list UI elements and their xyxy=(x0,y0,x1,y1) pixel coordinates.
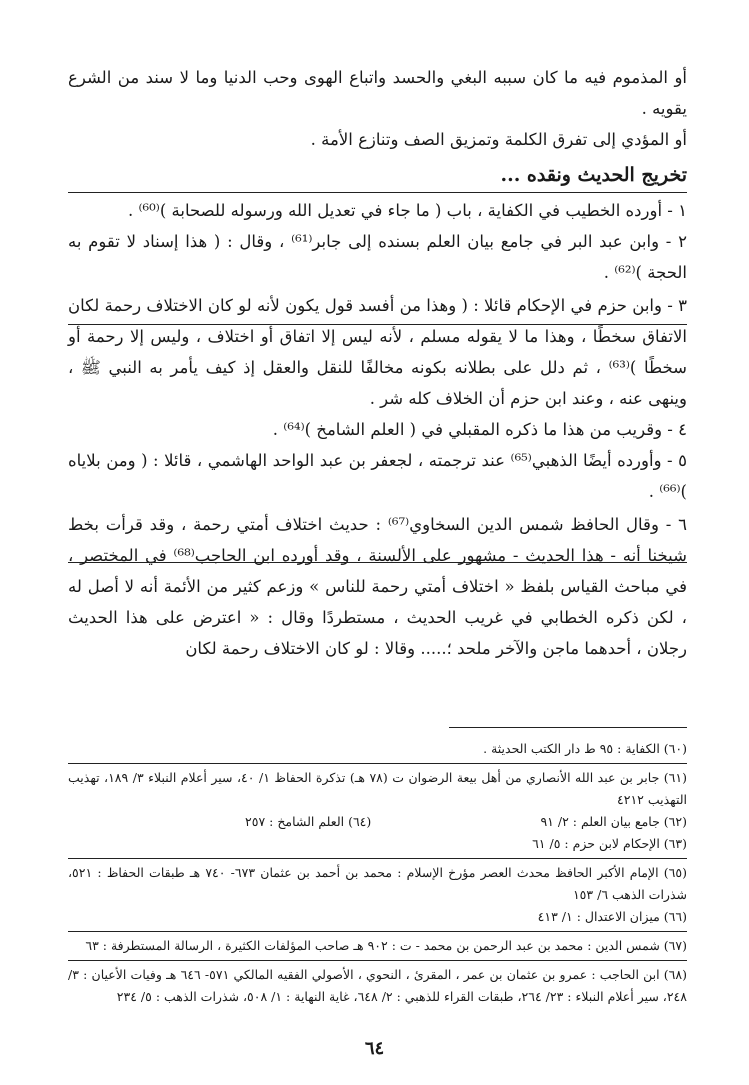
item-6: ٦ - وقال الحافظ شمس الدين السخاوي⁽⁶⁷⁾ : حديث اختلاف أمتي رحمة ، وقد قرأت بخط شيخنا أنه - هذا الحديث - مشهور على الألسنة ، وقد أورده ابن الحاجب⁽⁶⁸⁾ في المختصر ، في مباحث القياس بلفظ « اختلاف أمتي رحمة للناس » وزعم كثير من الأئمة أنه لا أصل له ، لكن ذكره الخطابي في غريب الحديث ، مستطردًا وقال : « اعترض على هذا الحديث رجلان ، أحدهما ماجن والآخر ملحد ؛..... وقالا : لو كان الاختلاف رحمة لكان xyxy=(68,515,687,658)
footnote-row xyxy=(68,811,687,833)
footnote-block xyxy=(68,935,687,961)
footnote-64: (٦٤) العلم الشامخ : ٢٥٧ xyxy=(245,814,372,829)
footnote-66: (٦٦) ميزان الاعتدال : ١/ ٤١٣ xyxy=(537,909,687,924)
footnote-62: (٦٢) جامع بيان العلم : ٢/ ٩١ xyxy=(540,814,687,829)
footnote-block xyxy=(68,964,687,1008)
item-2: ٢ - وابن عبد البر في جامع بيان العلم بسنده إلى جابر⁽⁶¹⁾ ، وقال : ( هذا إسناد لا تقوم به الحجة )⁽⁶²⁾ . xyxy=(68,232,687,282)
footnote-block xyxy=(68,862,687,932)
footnote-rule xyxy=(449,727,687,728)
item-5: ٥ - وأورده أيضًا الذهبي⁽⁶⁵⁾ عند ترجمته ، لجعفر بن عبد الواحد الهاشمي ، قائلا : ( ومن بلاياه )⁽⁶⁶⁾ . xyxy=(68,451,688,501)
footnote-63: (٦٣) الإحكام لابن حزم : ٥/ ٦١ xyxy=(532,836,687,851)
separator-line xyxy=(68,324,687,325)
section-heading: تخريج الحديث ونقده ... xyxy=(500,164,687,186)
item-4: ٤ - وقريب من هذا ما ذكره المقبلي في ( العلم الشامخ )⁽⁶⁴⁾ . xyxy=(272,420,687,439)
footnote-block xyxy=(68,767,687,859)
separator-line xyxy=(68,192,687,193)
footnote-67: (٦٧) شمس الدين : محمد بن عبد الرحمن بن محمد - ت : ٩٠٢ هـ صاحب المؤلفات الكثيرة ، الرسالة المستطرفة : ٦٣ xyxy=(85,938,687,953)
footnotes xyxy=(68,738,687,1008)
footnote-60: (٦٠) الكفاية : ٩٥ ط دار الكتب الحديثة . xyxy=(483,741,687,756)
separator-line xyxy=(68,562,687,563)
footnote-68: (٦٨) ابن الحاجب : عمرو بن عثمان بن عمر ، المقرئ ، النحوي ، الأصولي الفقيه المالكي ٥٧١- ٦٤٦ هـ وفيات الأعيان : ٣/ ٢٤٨، سير أعلام النبلاء : ٢٣/ ٢٦٤، طبقات القراء للذهبي : ٢/ ٦٤٨، غاية النهاية : ١/ ٥٠٨، شذرات الذهب : ٥/ ٢٣٤ xyxy=(68,967,687,1004)
item-3: ٣ - وابن حزم في الإحكام قائلا : ( وهذا من أفسد قول يكون لأنه لو كان الاختلاف رحمة لكان الاتفاق سخطًا ، وهذا ما لا يقوله مسلم ، لأنه ليس إلا اتفاق أو اختلاف ، وليس إلا رحمة أو سخطًا )⁽⁶³⁾ ، ثم دلل على بطلانه بكونه مخالفًا للنقل والعقل إذ كيف يأمر به النبي ﷺ ، وينهى عنه ، وعند ابن حزم أن الخلاف كله شر . xyxy=(68,296,687,408)
item-1: ١ - أورده الخطيب في الكفاية ، باب ( ما جاء في تعديل الله ورسوله للصحابة )⁽⁶⁰⁾ . xyxy=(127,201,687,220)
footnote-61: (٦١) جابر بن عبد الله الأنصاري من أهل بيعة الرضوان ت (٧٨ هـ) تذكرة الحفاظ ١/ ٤٠، سير أعلام النبلاء ٣/ ١٨٩، تهذيب التهذيب ٤٢١٢ xyxy=(68,770,687,807)
page-number: ٦٤ xyxy=(364,1038,385,1059)
footnote-65: (٦٥) الإمام الأكبر الحافظ محدث العصر مؤرخ الإسلام : محمد بن أحمد بن عثمان ٦٧٣- ٧٤٠ هـ طبقات الحفاظ : ٥٢١، شذرات الذهب ٦/ ١٥٣ xyxy=(68,865,687,902)
footnote-block xyxy=(68,738,687,764)
intro-paragraph-1: أو المذموم فيه ما كان سببه البغي والحسد واتباع الهوى وحب الدنيا وما لا سند من الشرع يقويه . xyxy=(68,68,687,118)
intro-paragraph-2: أو المؤدي إلى تفرق الكلمة وتمزيق الصف وتنازع الأمة . xyxy=(310,130,687,149)
